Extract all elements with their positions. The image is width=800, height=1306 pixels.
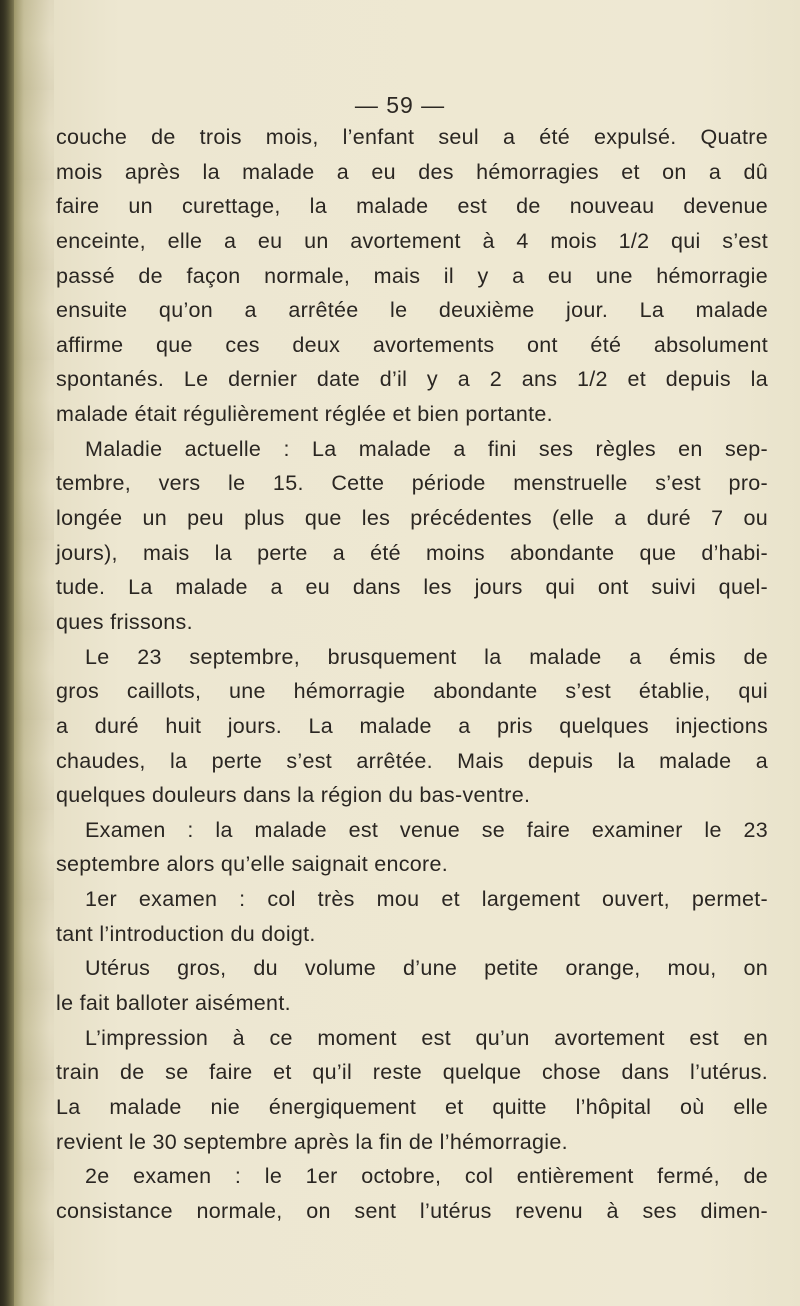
text-line: ensuite qu’on a arrêtée le deuxième jour. La malade <box>56 298 768 323</box>
text-line: L’impression à ce moment est qu’un avortement est en <box>85 1025 768 1050</box>
text-line: 2e examen : le 1er octobre, col entièrement fermé, de <box>85 1164 768 1189</box>
text-line: septembre alors qu’elle saignait encore. <box>56 852 449 877</box>
text-line: Maladie actuelle : La malade a fini ses règles en sep- <box>85 436 768 461</box>
text-line: gros caillots, une hémorragie abondante s’est établie, qui <box>56 679 768 704</box>
body-text <box>56 120 768 1229</box>
text-line: enceinte, elle a eu un avortement à 4 mois 1/2 qui s’est <box>56 228 768 253</box>
text-line: faire un curettage, la malade est de nouveau devenue <box>56 194 768 219</box>
text-line: le fait balloter aisément. <box>56 991 291 1016</box>
text-line: couche de trois mois, l’enfant seul a été expulsé. Quatre <box>56 125 768 149</box>
text-line: Utérus gros, du volume d’une petite orange, mou, on <box>85 956 768 981</box>
text-line: chaudes, la perte s’est arrêtée. Mais depuis la malade a <box>56 748 768 773</box>
text-line: ques frissons. <box>56 609 193 634</box>
text-line: revient le 30 septembre après la fin de l’hémorragie. <box>56 1129 568 1154</box>
text-line: tembre, vers le 15. Cette période menstruelle s’est pro- <box>56 471 768 496</box>
text-line: Le 23 septembre, brusquement la malade a émis de <box>85 644 768 669</box>
text-line: consistance normale, on sent l’utérus revenu à ses dimen- <box>56 1198 768 1223</box>
book-spine-shadow <box>0 0 14 1306</box>
text-line: jours), mais la perte a été moins abondante que d’habi- <box>56 540 768 565</box>
text-line: Examen : la malade est venue se faire examiner le 23 <box>85 817 768 842</box>
text-line: train de se faire et qu’il reste quelque chose dans l’utérus. <box>56 1060 768 1085</box>
text-line: longée un peu plus que les précédentes (elle a duré 7 ou <box>56 506 768 531</box>
text-line: tude. La malade a eu dans les jours qui ont suivi quel- <box>56 575 768 600</box>
text-line: La malade nie énergiquement et quitte l’hôpital où elle <box>56 1094 768 1119</box>
text-line: tant l’introduction du doigt. <box>56 921 316 946</box>
text-line: malade était régulièrement réglée et bien portante. <box>56 402 553 427</box>
text-line: quelques douleurs dans la région du bas-ventre. <box>56 783 531 808</box>
page-number: — 59 — <box>354 92 446 118</box>
text-line: mois après la malade a eu des hémorragies et on a dû <box>56 159 768 184</box>
text-line: a duré huit jours. La malade a pris quelques injections <box>56 713 768 738</box>
text-line: spontanés. Le dernier date d’il y a 2 ans 1/2 et depuis la <box>56 367 768 392</box>
text-line: passé de façon normale, mais il y a eu une hémorragie <box>56 263 768 288</box>
text-line: affirme que ces deux avortements ont été absolument <box>56 332 768 357</box>
page-edge-stain <box>14 0 54 1306</box>
text-line: 1er examen : col très mou et largement ouvert, permet- <box>85 887 768 912</box>
